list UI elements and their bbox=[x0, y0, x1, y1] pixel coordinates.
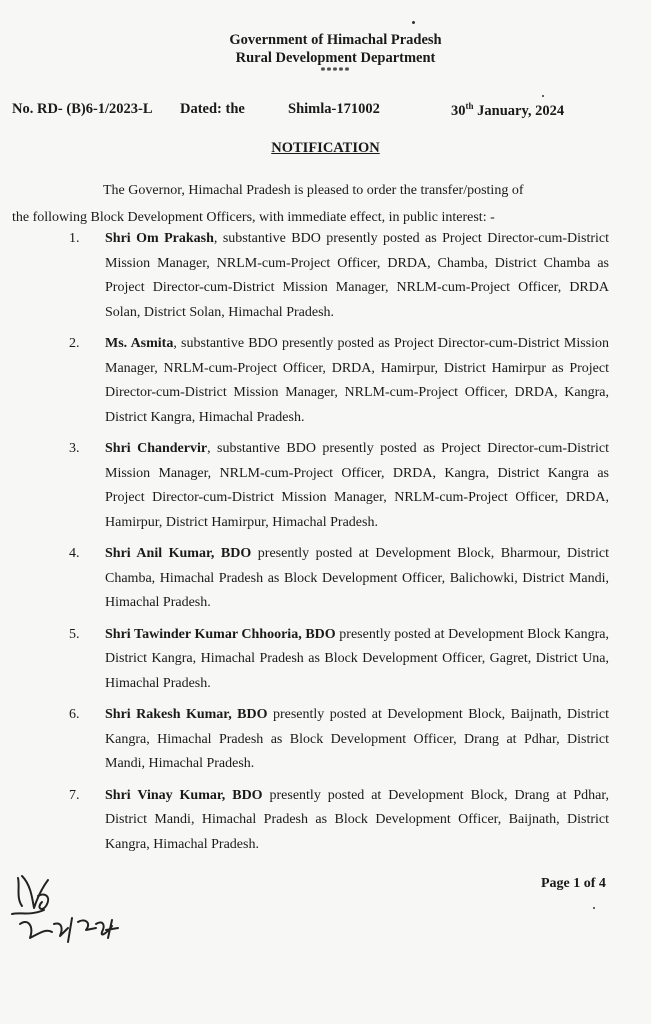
posting-details: presently posted at Development Block, Drang at Pdhar, District Mandi, Himachal Pradesh as Block Development Officer, Baijnath, District Kangra, Himachal Pradesh. bbox=[105, 787, 610, 852]
item-number: 5. bbox=[69, 626, 80, 642]
page-title: NOTIFICATION bbox=[271, 140, 380, 156]
intro-line-1: The Governor, Himachal Pradesh is pleased to order the transfer/posting of bbox=[103, 183, 524, 198]
officer-name: Shri Om Prakash bbox=[105, 231, 214, 246]
officer-name: Shri Anil Kumar, BDO bbox=[105, 546, 252, 561]
issue-date bbox=[451, 101, 564, 120]
issue-date-suffix: th bbox=[465, 101, 474, 111]
place-of-issue: Shimla-171002 bbox=[288, 101, 380, 117]
header-stars: ***** bbox=[320, 66, 351, 77]
item-number: 6. bbox=[69, 707, 80, 722]
list-item bbox=[0, 437, 651, 535]
page-number: Page 1 of 4 bbox=[541, 876, 606, 891]
item-number: 1. bbox=[69, 231, 80, 246]
officer-name: Shri Rakesh Kumar, BDO bbox=[105, 707, 268, 722]
department-heading: Rural Development Department bbox=[235, 50, 436, 66]
list-item bbox=[0, 623, 651, 697]
item-number: 4. bbox=[69, 546, 80, 561]
scan-speck bbox=[593, 907, 595, 909]
list-item bbox=[0, 703, 651, 777]
posting-details: presently posted at Development Block Kangra, District Kangra, Himachal Pradesh as Block Development Officer, Gagret, District Una, Himachal Pradesh. bbox=[105, 626, 609, 691]
item-text bbox=[105, 437, 609, 535]
scan-speck bbox=[412, 21, 415, 24]
transfer-list bbox=[0, 227, 651, 864]
posting-details: presently posted at Development Block, Bharmour, District Chamba, Himachal Pradesh as Block Development Officer, Balichowki, District Mandi, Himachal Pradesh. bbox=[105, 546, 609, 610]
item-text bbox=[105, 227, 609, 325]
issue-date-month-year: January, 2024 bbox=[477, 102, 565, 119]
posting-details: presently posted at Development Block, Baijnath, District Kangra, Himachal Pradesh as Block Development Officer, Drang at Pdhar, District Mandi, Himachal Pradesh. bbox=[105, 707, 610, 771]
item-number: 3. bbox=[69, 441, 80, 456]
item-text bbox=[105, 542, 609, 616]
posting-details: , substantive BDO presently posted as Project Director-cum-District Mission Manager, NRLM-cum-Project Officer, DRDA, Hamirpur, District Hamirpur as Project Director-cum-District Mission Manager, NRLM-cum-Project Officer, DRDA, Kangra, District Kangra, Himachal Pradesh. bbox=[105, 336, 609, 425]
list-item bbox=[0, 784, 651, 858]
intro-paragraph bbox=[12, 177, 609, 231]
handwritten-signature bbox=[8, 866, 128, 956]
officer-name: Shri Vinay Kumar, BDO bbox=[105, 787, 263, 803]
posting-details: , substantive BDO presently posted as Project Director-cum-District Mission Manager, NRLM-cum-Project Officer, DRDA, Chamba, District Chamba as Project Director-cum-District Mission Manager, NRLM-cum-Project Officer, DRDA Solan, District Solan, Himachal Pradesh. bbox=[105, 231, 610, 320]
officer-name: Ms. Asmita bbox=[105, 336, 174, 351]
scan-speck bbox=[542, 95, 544, 97]
officer-name: Shri Chandervir bbox=[105, 441, 208, 456]
officer-name: Shri Tawinder Kumar Chhooria, BDO bbox=[105, 626, 336, 642]
item-text bbox=[105, 703, 609, 777]
item-text bbox=[105, 332, 609, 430]
list-item bbox=[0, 542, 651, 616]
government-heading: Government of Himachal Pradesh bbox=[229, 32, 442, 48]
dated-label: Dated: the bbox=[180, 101, 245, 117]
item-number: 7. bbox=[69, 787, 80, 803]
list-item bbox=[0, 227, 651, 325]
item-text bbox=[105, 623, 609, 697]
issue-date-day: 30 bbox=[451, 102, 466, 119]
item-number: 2. bbox=[69, 336, 80, 351]
posting-details: , substantive BDO presently posted as Project Director-cum-District Mission Manager, NRLM-cum-Project Officer, DRDA, Kangra, District Kangra as Project Director-cum-District Mission Manager, NRLM-cum-Project Officer, DRDA, Hamirpur, District Hamirpur, Himachal Pradesh. bbox=[105, 441, 609, 530]
intro-line-2: the following Block Development Officers, with immediate effect, in public interest: - bbox=[12, 210, 495, 225]
list-item bbox=[0, 332, 651, 430]
item-text bbox=[105, 784, 609, 858]
reference-number: No. RD- (B)6-1/2023-L bbox=[12, 101, 153, 117]
